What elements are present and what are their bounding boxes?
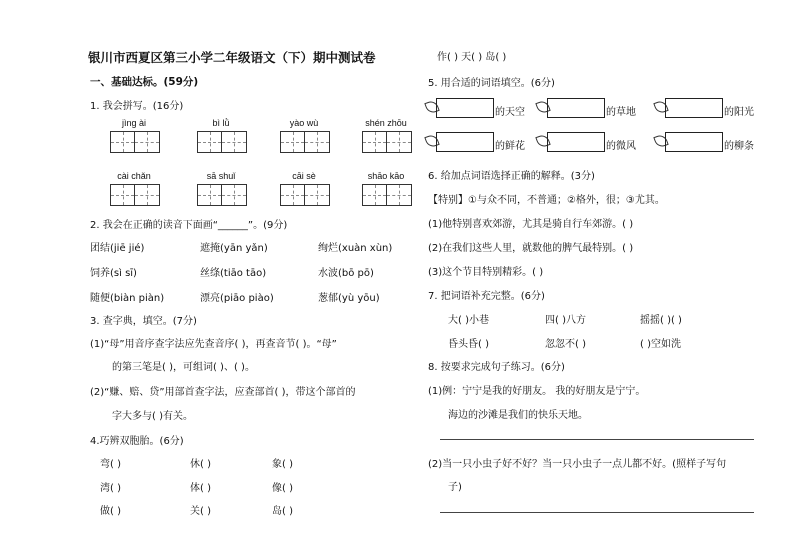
fill-label: 的微风 <box>606 141 636 152</box>
writing-grid[interactable] <box>280 184 330 206</box>
fill-label: 的柳条 <box>724 141 754 152</box>
q7-item[interactable]: 摇摇( )( ) <box>640 315 682 326</box>
q6-definition: 【特别】①与众不同，不普通；②格外，很；③尤其。 <box>428 195 665 206</box>
pinyin-label: jìng ài <box>121 118 147 128</box>
q2-item[interactable]: 绚烂(xuàn xùn) <box>318 243 393 254</box>
writing-grid[interactable] <box>197 131 247 153</box>
q6-heading: 6. 给加点词语选择正确的解释。(3分) <box>428 171 595 182</box>
q7-item[interactable]: ( )空如洗 <box>640 339 681 350</box>
q7-item[interactable]: 大( )小巷 <box>448 315 489 326</box>
q4-heading: 4.巧辨双胞胎。(6分) <box>90 436 184 447</box>
fill-box[interactable] <box>665 98 723 118</box>
fill-label: 的阳光 <box>724 107 754 118</box>
q2-item[interactable]: 随便(biàn piàn) <box>90 293 165 304</box>
fill-label: 的草地 <box>606 107 636 118</box>
q8-heading: 8. 按要求完成句子练习。(6分) <box>428 362 565 373</box>
q7-item[interactable]: 忽忽不( ) <box>545 339 586 350</box>
pinyin-label: bì lǜ <box>212 118 230 128</box>
pinyin-label: cài chǎn <box>117 171 151 181</box>
q8-prompt-cont: 子) <box>448 482 462 493</box>
q2-item[interactable]: 漂亮(piāo piào) <box>200 293 274 304</box>
q2-item[interactable]: 遮掩(yān yǎn) <box>200 243 268 254</box>
writing-grid[interactable] <box>362 184 412 206</box>
q6-item[interactable]: (2)在我们这些人里，就数他的脾气最特别。( ) <box>428 243 634 254</box>
q7-heading: 7. 把词语补充完整。(6分) <box>428 291 545 302</box>
q4-item[interactable]: 休( ) <box>190 459 211 470</box>
writing-grid[interactable] <box>280 131 330 153</box>
q2-item[interactable]: 丝绦(tiāo tāo) <box>200 268 267 279</box>
fill-label: 的天空 <box>495 107 525 118</box>
page-title: 银川市西夏区第三小学二年级语文（下）期中测试卷 <box>88 50 376 65</box>
q3-heading: 3. 查字典，填空。(7分) <box>90 316 197 327</box>
q4-item[interactable]: 象( ) <box>272 459 293 470</box>
q3-line: 的第三笔是( )，可组词( )、( )。 <box>112 362 255 373</box>
pinyin-label: cāi sè <box>292 171 316 181</box>
pinyin-label: shāo kāo <box>367 171 405 181</box>
q2-item[interactable]: 水波(bō pō) <box>318 268 374 279</box>
writing-grid[interactable] <box>110 184 160 206</box>
q7-item[interactable]: 四( )八方 <box>545 315 586 326</box>
q2-item[interactable]: 葱郁(yù yōu) <box>318 293 380 304</box>
q4-item[interactable]: 像( ) <box>272 483 293 494</box>
q3-line: (1)“母”用音序查字法应先查音序( )，再查音节( )。“母” <box>90 339 337 350</box>
writing-grid[interactable] <box>197 184 247 206</box>
writing-grid[interactable] <box>362 131 412 153</box>
pinyin-label: yào wù <box>289 118 319 128</box>
q5-heading: 5. 用合适的词语填空。(6分) <box>428 78 555 89</box>
pinyin-label: shén zhōu <box>365 118 407 128</box>
q4-item[interactable]: 体( ) <box>190 483 211 494</box>
q4-item[interactable]: 弯( ) <box>100 459 121 470</box>
q4-item[interactable]: 做( ) <box>100 506 121 517</box>
q7-item[interactable]: 昏头昏( ) <box>448 339 489 350</box>
writing-grid[interactable] <box>110 131 160 153</box>
q4-item[interactable]: 关( ) <box>190 506 211 517</box>
q8-example: (1)例：宁宁是我的好朋友。 我的好朋友是宁宁。 <box>428 386 646 397</box>
answer-line[interactable] <box>440 512 754 513</box>
fill-box[interactable] <box>665 132 723 152</box>
q4-item[interactable]: 岛( ) <box>272 506 293 517</box>
q1-heading: 1. 我会拼写。(16分) <box>90 101 184 112</box>
fill-box[interactable] <box>436 132 494 152</box>
q2-item[interactable]: 团结(jiē jié) <box>90 243 145 254</box>
section-heading: 一、基础达标。(59分) <box>90 76 199 88</box>
q4-item[interactable]: 湾( ) <box>100 483 121 494</box>
q8-sentence: 海边的沙滩是我们的快乐天地。 <box>448 410 588 421</box>
q2-heading: 2. 我会在正确的读音下面画“______”。(9分) <box>90 220 288 231</box>
q6-item[interactable]: (3)这个节目特别精彩。( ) <box>428 267 544 278</box>
q8-prompt: (2)当一只小虫子好不好？当一只小虫子一点儿都不好。(照样子写句 <box>428 459 727 470</box>
fill-box[interactable] <box>436 98 494 118</box>
fill-box[interactable] <box>547 132 605 152</box>
q2-item[interactable]: 饲养(sì sī) <box>90 268 137 279</box>
q3-line: (2)“赚、赔、贷”用部首查字法，应查部首( )，带这个部首的 <box>90 387 356 398</box>
fill-box[interactable] <box>547 98 605 118</box>
answer-line[interactable] <box>440 439 754 440</box>
pinyin-label: sā shuǐ <box>206 171 236 181</box>
q3-line: 字大多与( )有关。 <box>112 411 193 422</box>
fill-label: 的鲜花 <box>495 141 525 152</box>
top-right-line: 作( ) 天( ) 岛( ) <box>437 52 507 63</box>
q6-item[interactable]: (1)他特别喜欢郊游，尤其是骑自行车郊游。( ) <box>428 219 634 230</box>
